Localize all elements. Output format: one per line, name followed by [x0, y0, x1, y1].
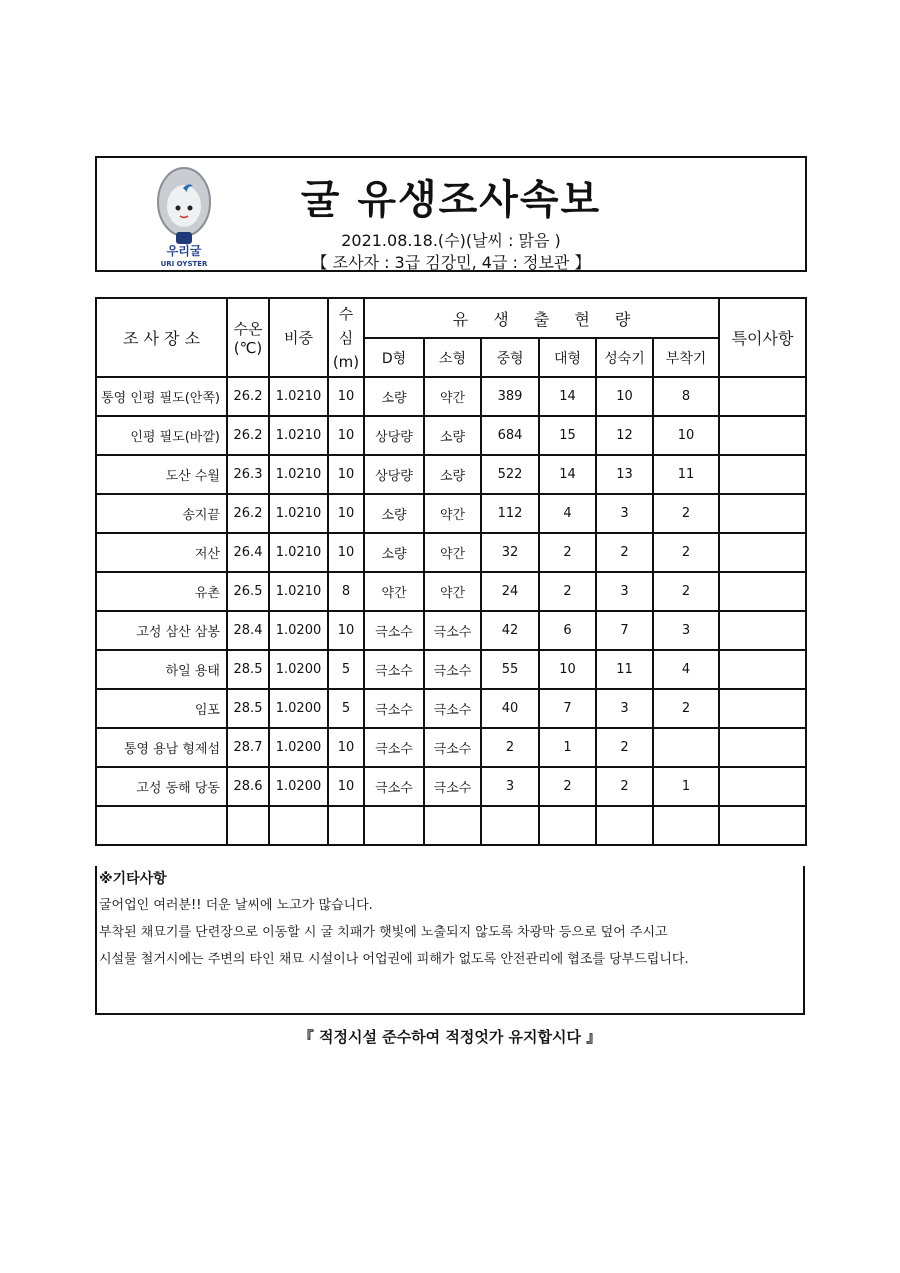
cell-temp: 26.5 — [227, 572, 269, 611]
cell-s: 약간 — [424, 572, 481, 611]
cell-att: 2 — [653, 533, 719, 572]
page-title: 굴 유생조사속보 — [300, 177, 602, 223]
cell-att: 4 — [653, 650, 719, 689]
cell-temp: 28.4 — [227, 611, 269, 650]
cell-temp — [227, 806, 269, 845]
cell-s: 약간 — [424, 494, 481, 533]
cell-note — [719, 572, 806, 611]
notes-section — [95, 866, 805, 1015]
cell-l: 2 — [539, 767, 596, 806]
cell-s: 극소수 — [424, 767, 481, 806]
cell-loc: 유촌 — [96, 572, 227, 611]
notes-line: 시설물 철거시에는 주변의 타인 채묘 시설이나 어업권에 피해가 없도록 안전관리에 협조를 당부드립니다. — [99, 952, 689, 967]
cell-depth: 8 — [328, 572, 364, 611]
cell-d: 약간 — [364, 572, 424, 611]
cell-depth: 10 — [328, 728, 364, 767]
cell-d: 소량 — [364, 377, 424, 416]
cell-att: 2 — [653, 494, 719, 533]
cell-mat — [596, 806, 653, 845]
cell-att: 1 — [653, 767, 719, 806]
cell-grav: 1.0210 — [269, 533, 328, 572]
cell-mat: 13 — [596, 455, 653, 494]
cell-grav: 1.0200 — [269, 611, 328, 650]
cell-depth: 5 — [328, 689, 364, 728]
cell-grav: 1.0200 — [269, 728, 328, 767]
cell-mat: 12 — [596, 416, 653, 455]
cell-note — [719, 767, 806, 806]
cell-d: 극소수 — [364, 689, 424, 728]
cell-note — [719, 377, 806, 416]
date-weather: 2021.08.18.(수)(날씨 : 맑음 ) — [341, 231, 561, 250]
cell-d: 상당량 — [364, 416, 424, 455]
cell-m: 522 — [481, 455, 539, 494]
cell-mat: 7 — [596, 611, 653, 650]
cell-note — [719, 533, 806, 572]
header-depth: 수 심 (m) — [328, 298, 364, 377]
header-temp: 수온 (℃) — [227, 298, 269, 377]
cell-m: 684 — [481, 416, 539, 455]
header-gravity: 비중 — [269, 298, 328, 377]
header-d-type: D형 — [364, 338, 424, 377]
cell-m: 112 — [481, 494, 539, 533]
header-small: 소형 — [424, 338, 481, 377]
cell-mat: 3 — [596, 572, 653, 611]
cell-l: 2 — [539, 533, 596, 572]
cell-note — [719, 494, 806, 533]
table-row — [96, 650, 806, 689]
cell-grav: 1.0210 — [269, 416, 328, 455]
cell-loc: 고성 삼산 삼봉 — [96, 611, 227, 650]
cell-l: 14 — [539, 377, 596, 416]
cell-mat: 3 — [596, 689, 653, 728]
table-row — [96, 572, 806, 611]
survey-table — [95, 297, 807, 846]
cell-m: 32 — [481, 533, 539, 572]
cell-d: 극소수 — [364, 728, 424, 767]
cell-d: 극소수 — [364, 650, 424, 689]
header-notes: 특이사항 — [719, 298, 806, 377]
cell-att: 10 — [653, 416, 719, 455]
cell-grav: 1.0200 — [269, 650, 328, 689]
cell-s: 극소수 — [424, 689, 481, 728]
cell-att: 2 — [653, 572, 719, 611]
cell-loc: 고성 동해 당동 — [96, 767, 227, 806]
cell-att — [653, 806, 719, 845]
table-row — [96, 455, 806, 494]
cell-l: 14 — [539, 455, 596, 494]
cell-att: 3 — [653, 611, 719, 650]
svg-text:우리굴: 우리굴 — [166, 244, 202, 258]
table-row — [96, 689, 806, 728]
cell-l: 6 — [539, 611, 596, 650]
cell-depth: 10 — [328, 377, 364, 416]
cell-s — [424, 806, 481, 845]
cell-m: 42 — [481, 611, 539, 650]
header-large: 대형 — [539, 338, 596, 377]
cell-loc: 인평 필도(바깥) — [96, 416, 227, 455]
notes-line: 부착된 채묘기를 단련장으로 이동할 시 굴 치패가 햇빛에 노출되지 않도록 차광막 등으로 덮어 주시고 — [99, 925, 668, 940]
cell-mat: 2 — [596, 533, 653, 572]
cell-m: 24 — [481, 572, 539, 611]
cell-temp: 26.2 — [227, 377, 269, 416]
cell-s: 약간 — [424, 377, 481, 416]
cell-temp: 28.5 — [227, 689, 269, 728]
cell-grav: 1.0200 — [269, 689, 328, 728]
cell-m: 389 — [481, 377, 539, 416]
table-row — [96, 533, 806, 572]
footer-slogan: 『 적정시설 준수하여 적정엇가 유지합시다 』 — [298, 1028, 602, 1046]
cell-s: 소량 — [424, 416, 481, 455]
cell-loc: 통영 인평 필도(안쪽) — [96, 377, 227, 416]
cell-mat: 2 — [596, 728, 653, 767]
cell-depth: 10 — [328, 455, 364, 494]
cell-l — [539, 806, 596, 845]
cell-note — [719, 455, 806, 494]
cell-att: 2 — [653, 689, 719, 728]
header-larvae: 유 생 출 현 량 — [364, 298, 719, 338]
cell-note — [719, 689, 806, 728]
cell-l: 15 — [539, 416, 596, 455]
cell-grav: 1.0210 — [269, 572, 328, 611]
table-row — [96, 728, 806, 767]
cell-m: 40 — [481, 689, 539, 728]
cell-temp: 28.6 — [227, 767, 269, 806]
cell-l: 2 — [539, 572, 596, 611]
cell-depth: 10 — [328, 416, 364, 455]
cell-depth: 10 — [328, 611, 364, 650]
cell-depth: 10 — [328, 533, 364, 572]
cell-temp: 28.7 — [227, 728, 269, 767]
cell-d — [364, 806, 424, 845]
cell-l: 1 — [539, 728, 596, 767]
table-row — [96, 767, 806, 806]
cell-note — [719, 611, 806, 650]
cell-loc — [96, 806, 227, 845]
cell-grav: 1.0210 — [269, 494, 328, 533]
cell-mat: 10 — [596, 377, 653, 416]
cell-att: 8 — [653, 377, 719, 416]
cell-d: 극소수 — [364, 767, 424, 806]
notes-title: ※기타사항 — [99, 871, 167, 887]
cell-mat: 2 — [596, 767, 653, 806]
cell-l: 10 — [539, 650, 596, 689]
cell-l: 4 — [539, 494, 596, 533]
cell-loc: 도산 수월 — [96, 455, 227, 494]
header-attached: 부착기 — [653, 338, 719, 377]
cell-att: 11 — [653, 455, 719, 494]
cell-l: 7 — [539, 689, 596, 728]
cell-grav: 1.0210 — [269, 377, 328, 416]
cell-loc: 하일 용태 — [96, 650, 227, 689]
cell-loc: 통영 용남 형제섬 — [96, 728, 227, 767]
cell-depth: 5 — [328, 650, 364, 689]
cell-temp: 28.5 — [227, 650, 269, 689]
cell-d: 소량 — [364, 533, 424, 572]
cell-m: 2 — [481, 728, 539, 767]
cell-d: 소량 — [364, 494, 424, 533]
cell-temp: 26.2 — [227, 416, 269, 455]
cell-depth: 10 — [328, 767, 364, 806]
cell-note — [719, 728, 806, 767]
report-header — [95, 156, 807, 272]
cell-s: 극소수 — [424, 728, 481, 767]
cell-grav: 1.0210 — [269, 455, 328, 494]
cell-loc: 송지끝 — [96, 494, 227, 533]
cell-loc: 임포 — [96, 689, 227, 728]
cell-temp: 26.2 — [227, 494, 269, 533]
table-row — [96, 377, 806, 416]
cell-m — [481, 806, 539, 845]
cell-m: 3 — [481, 767, 539, 806]
cell-note — [719, 806, 806, 845]
cell-m: 55 — [481, 650, 539, 689]
table-row — [96, 806, 806, 845]
cell-note — [719, 416, 806, 455]
cell-temp: 26.3 — [227, 455, 269, 494]
cell-grav: 1.0200 — [269, 767, 328, 806]
cell-s: 극소수 — [424, 650, 481, 689]
cell-d: 극소수 — [364, 611, 424, 650]
notes-line: 굴어업인 여러분!! 더운 날씨에 노고가 많습니다. — [99, 898, 373, 913]
table-row — [96, 416, 806, 455]
cell-s: 소량 — [424, 455, 481, 494]
svg-text:URI OYSTER: URI OYSTER — [160, 260, 208, 268]
table-row — [96, 611, 806, 650]
surveyors: 【 조사자 : 3급 김강민, 4급 : 정보관 】 — [311, 253, 591, 272]
cell-att — [653, 728, 719, 767]
cell-loc: 저산 — [96, 533, 227, 572]
cell-grav — [269, 806, 328, 845]
cell-depth — [328, 806, 364, 845]
header-mature: 성숙기 — [596, 338, 653, 377]
header-medium: 중형 — [481, 338, 539, 377]
cell-mat: 11 — [596, 650, 653, 689]
cell-mat: 3 — [596, 494, 653, 533]
cell-s: 극소수 — [424, 611, 481, 650]
cell-note — [719, 650, 806, 689]
cell-d: 상당량 — [364, 455, 424, 494]
cell-temp: 26.4 — [227, 533, 269, 572]
cell-depth: 10 — [328, 494, 364, 533]
cell-s: 약간 — [424, 533, 481, 572]
header-location: 조 사 장 소 — [96, 298, 227, 377]
table-row — [96, 494, 806, 533]
